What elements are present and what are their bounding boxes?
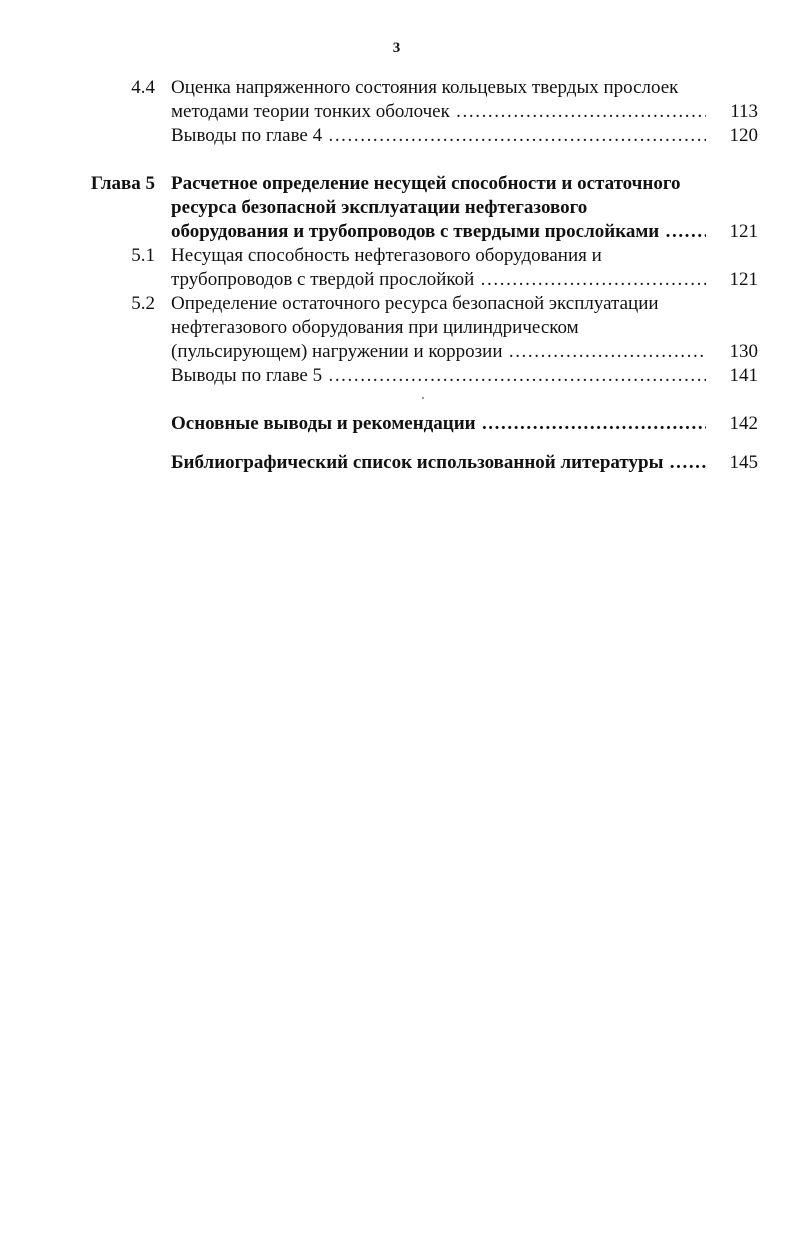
toc-entry-page: 120	[729, 125, 758, 146]
scan-speck	[422, 397, 424, 399]
toc-entry-title-line: Несущая способность нефтегазового оборудования и	[171, 245, 602, 266]
toc-entry-title-line: Основные выводы и рекомендации .....	[171, 412, 706, 436]
toc-entry-page: 130	[729, 341, 758, 362]
toc-entry-label: 5.1	[131, 245, 155, 266]
toc-entry-title-line: Расчетное определение несущей способности и остаточного	[171, 173, 681, 194]
toc-entry-label: 5.2	[131, 293, 155, 314]
page-number: 3	[392, 40, 401, 56]
toc-entry-title-line: трубопроводов с твердой прослойкой .....	[171, 268, 706, 292]
toc-entry-title-line: ресурса безопасной эксплуатации нефтегазового	[171, 197, 588, 218]
toc-entry-title-line: методами теории тонких оболочек .....	[171, 100, 706, 124]
toc-entry-page: 142	[729, 413, 758, 434]
toc-entry-title-line: оборудования и трубопроводов с твердыми прослойками .....	[171, 220, 706, 244]
toc-entry-title-line: Оценка напряженного состояния кольцевых твердых прослоек	[171, 77, 679, 98]
toc-entry-page: 113	[730, 101, 758, 122]
toc-entry-label: Глава 5	[90, 173, 155, 194]
toc-entry-title-line: Библиографический список использованной литературы .....	[171, 451, 706, 475]
toc-entry-title-line: Определение остаточного ресурса безопасной эксплуатации	[171, 293, 659, 314]
toc-entry-page: 121	[729, 221, 758, 242]
toc-entry-title-line: (пульсирующем) нагружении и коррозии .....	[171, 340, 706, 364]
toc-entry-page: 121	[729, 269, 758, 290]
toc-entry-title-line: Выводы по главе 4 .....	[171, 124, 706, 148]
toc-entry-label: 4.4	[131, 77, 155, 98]
toc-entry-page: 145	[729, 452, 758, 473]
toc-entry-title-line: Выводы по главе 5 .....	[171, 364, 706, 388]
toc-entry-page: 141	[729, 365, 758, 386]
toc-entry-title-line: нефтегазового оборудования при цилиндрическом	[171, 317, 579, 338]
